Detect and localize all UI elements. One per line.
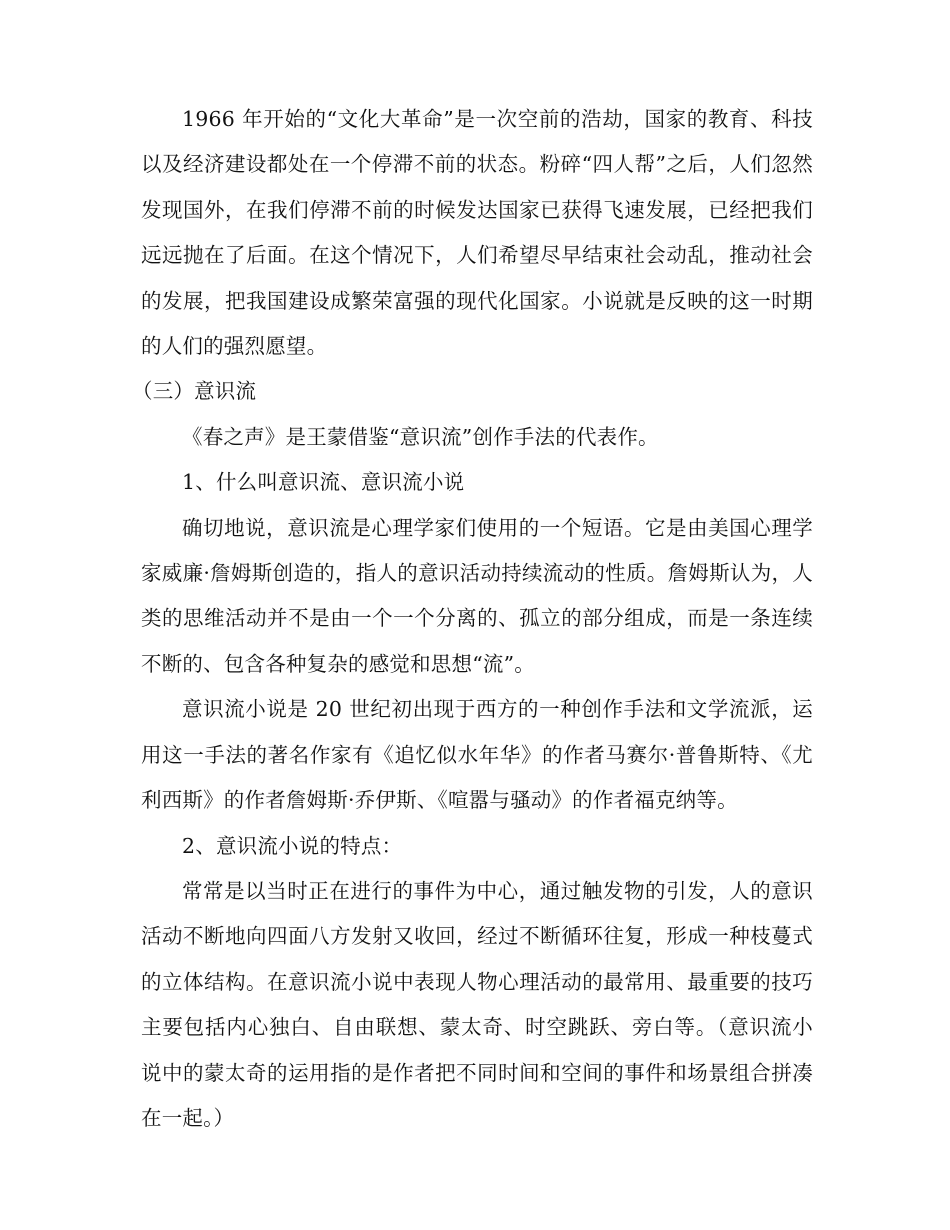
paragraph-cultural-revolution: 1966 年开始的“文化大革命”是一次空前的浩劫，国家的教育、科技以及经济建设都处在一个停滞不前的状态。粉碎“四人帮”之后，人们忽然发现国外，在我们停滞不前的时候发达国家已获得飞速发展，已经把我们远远抛在了后面。在这个情况下，人们希望尽早结束社会动乱，推动社会的发展，把我国建设成繁荣富强的现代化国家。小说就是反映的这一时期的人们的强烈愿望。 (141, 107, 813, 359)
subheading-what-is-stream: 1、什么叫意识流、意识流小说 (182, 470, 465, 495)
subheading-features: 2、意识流小说的特点： (182, 833, 403, 858)
paragraph-spring-voice: 《春之声》是王蒙借鉴“意识流”创作手法的代表作。 (182, 424, 659, 449)
section-heading-stream-of-consciousness: （三）意识流 (132, 379, 257, 404)
document-body (132, 97, 813, 1141)
paragraph-novel-authors: 意识流小说是 20 世纪初出现于西方的一种创作手法和文学流派，运用这一手法的著名作家有《追忆似水年华》的作者马赛尔·普鲁斯特、《尤利西斯》的作者詹姆斯·乔伊斯、《喧嚣与骚动》的作者福克纳等。 (141, 697, 813, 813)
paragraph-definition: 确切地说，意识流是心理学家们使用的一个短语。它是由美国心理学家威廉·詹姆斯创造的，指人的意识活动持续流动的性质。詹姆斯认为，人类的思维活动并不是由一个一个分离的、孤立的部分组成，而是一条连续不断的、包含各种复杂的感觉和思想“流”。 (141, 515, 813, 676)
paragraph-features: 常常是以当时正在进行的事件为中心，通过触发物的引发，人的意识活动不断地向四面八方发射又收回，经过不断循环往复，形成一种枝蔓式的立体结构。在意识流小说中表现人物心理活动的最常用、最重要的技巧主要包括内心独白、自由联想、蒙太奇、时空跳跃、旁白等。（意识流小说中的蒙太奇的运用指的是作者把不同时间和空间的事件和场景组合拼凑在一起。） (141, 878, 813, 1130)
